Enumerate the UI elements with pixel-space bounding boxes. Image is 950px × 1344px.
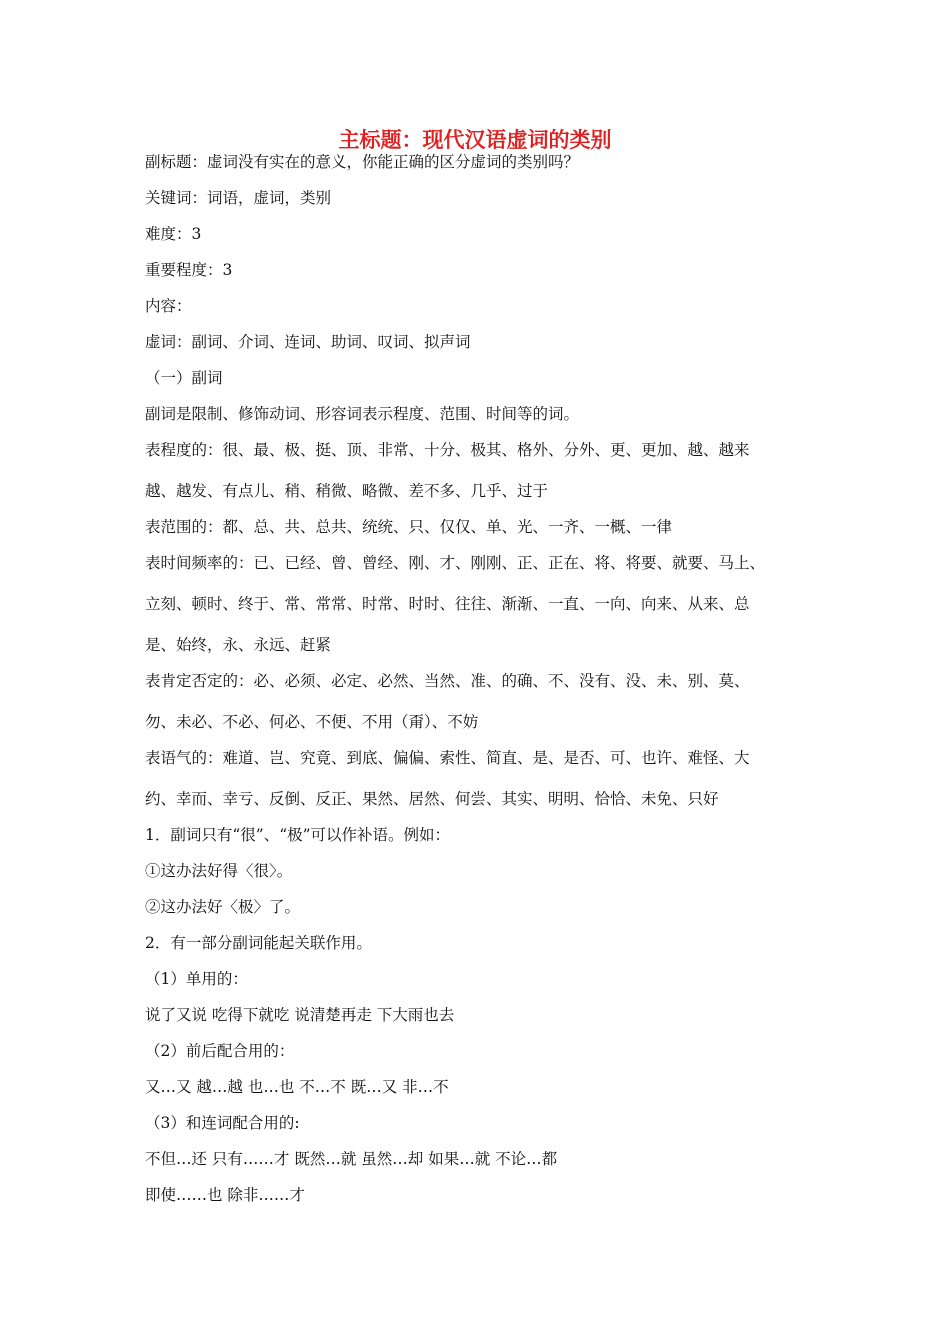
paragraph-line: 副词是限制、修饰动词、形容词表示程度、范围、时间等的词。 (145, 405, 580, 423)
example-line: 不但…还 只有……才 既然…就 虽然…却 如果…就 不论…都 (145, 1150, 558, 1168)
subtitle-line: 副标题：虚词没有实在的意义，你能正确的区分虚词的类别吗？ (145, 153, 580, 171)
example-line: 说了又说 吃得下就吃 说清楚再走 下大雨也去 (145, 1006, 455, 1024)
paragraph-line: 表范围的：都、总、共、总共、统统、只、仅仅、单、光、一齐、一概、一律 (145, 518, 673, 536)
difficulty-line: 难度：3 (145, 225, 202, 243)
sub-heading: （3）和连词配合用的: (145, 1114, 300, 1132)
sub-heading: （1）单用的： (145, 970, 248, 988)
example-line: ①这办法好得〈很〉。 (145, 862, 293, 880)
paragraph-line: 表时间频率的：已、已经、曾、曾经、刚、才、刚刚、正、正在、将、将要、就要、马上、 (145, 554, 766, 572)
numbered-item: 2．有一部分副词能起关联作用。 (145, 934, 372, 952)
main-title: 主标题：现代汉语虚词的类别 (338, 128, 612, 152)
paragraph-line: 表程度的：很、最、极、挺、顶、非常、十分、极其、格外、分外、更、更加、越、越来 (145, 441, 750, 459)
keywords-line: 关键词：词语，虚词，类别 (145, 189, 332, 207)
importance-line: 重要程度：3 (145, 261, 233, 279)
example-line: ②这办法好〈极〉了。 (145, 898, 301, 916)
content-label: 内容： (145, 297, 192, 315)
paragraph-line: 是、始终，永、永远、赶紧 (145, 636, 332, 654)
paragraph-line: 表语气的：难道、岂、究竟、到底、偏偏、索性、简直、是、是否、可、也许、难怪、大 (145, 749, 750, 767)
function-words-line: 虚词：副词、介词、连词、助词、叹词、拟声词 (145, 333, 471, 351)
paragraph-line: 约、幸而、幸亏、反倒、反正、果然、居然、何尝、其实、明明、恰恰、未免、只好 (145, 790, 719, 808)
paragraph-line: 表肯定否定的：必、必须、必定、必然、当然、准、的确、不、没有、没、未、别、莫、 (145, 672, 750, 690)
paragraph-line: 勿、未必、不必、何必、不便、不用（甭）、不妨 (145, 713, 479, 731)
example-line: 又…又 越…越 也…也 不…不 既…又 非…不 (145, 1078, 449, 1096)
numbered-item: 1．副词只有“很”、“极”可以作补语。例如： (145, 826, 451, 844)
example-line: 即使……也 除非……才 (145, 1186, 305, 1204)
paragraph-line: 立刻、顿时、终于、常、常常、时常、时时、往往、渐渐、一直、一向、向来、从来、总 (145, 595, 750, 613)
section-heading: （一）副词 (145, 369, 223, 387)
paragraph-line: 越、越发、有点儿、稍、稍微、略微、差不多、几乎、过于 (145, 482, 549, 500)
sub-heading: （2）前后配合用的： (145, 1042, 295, 1060)
